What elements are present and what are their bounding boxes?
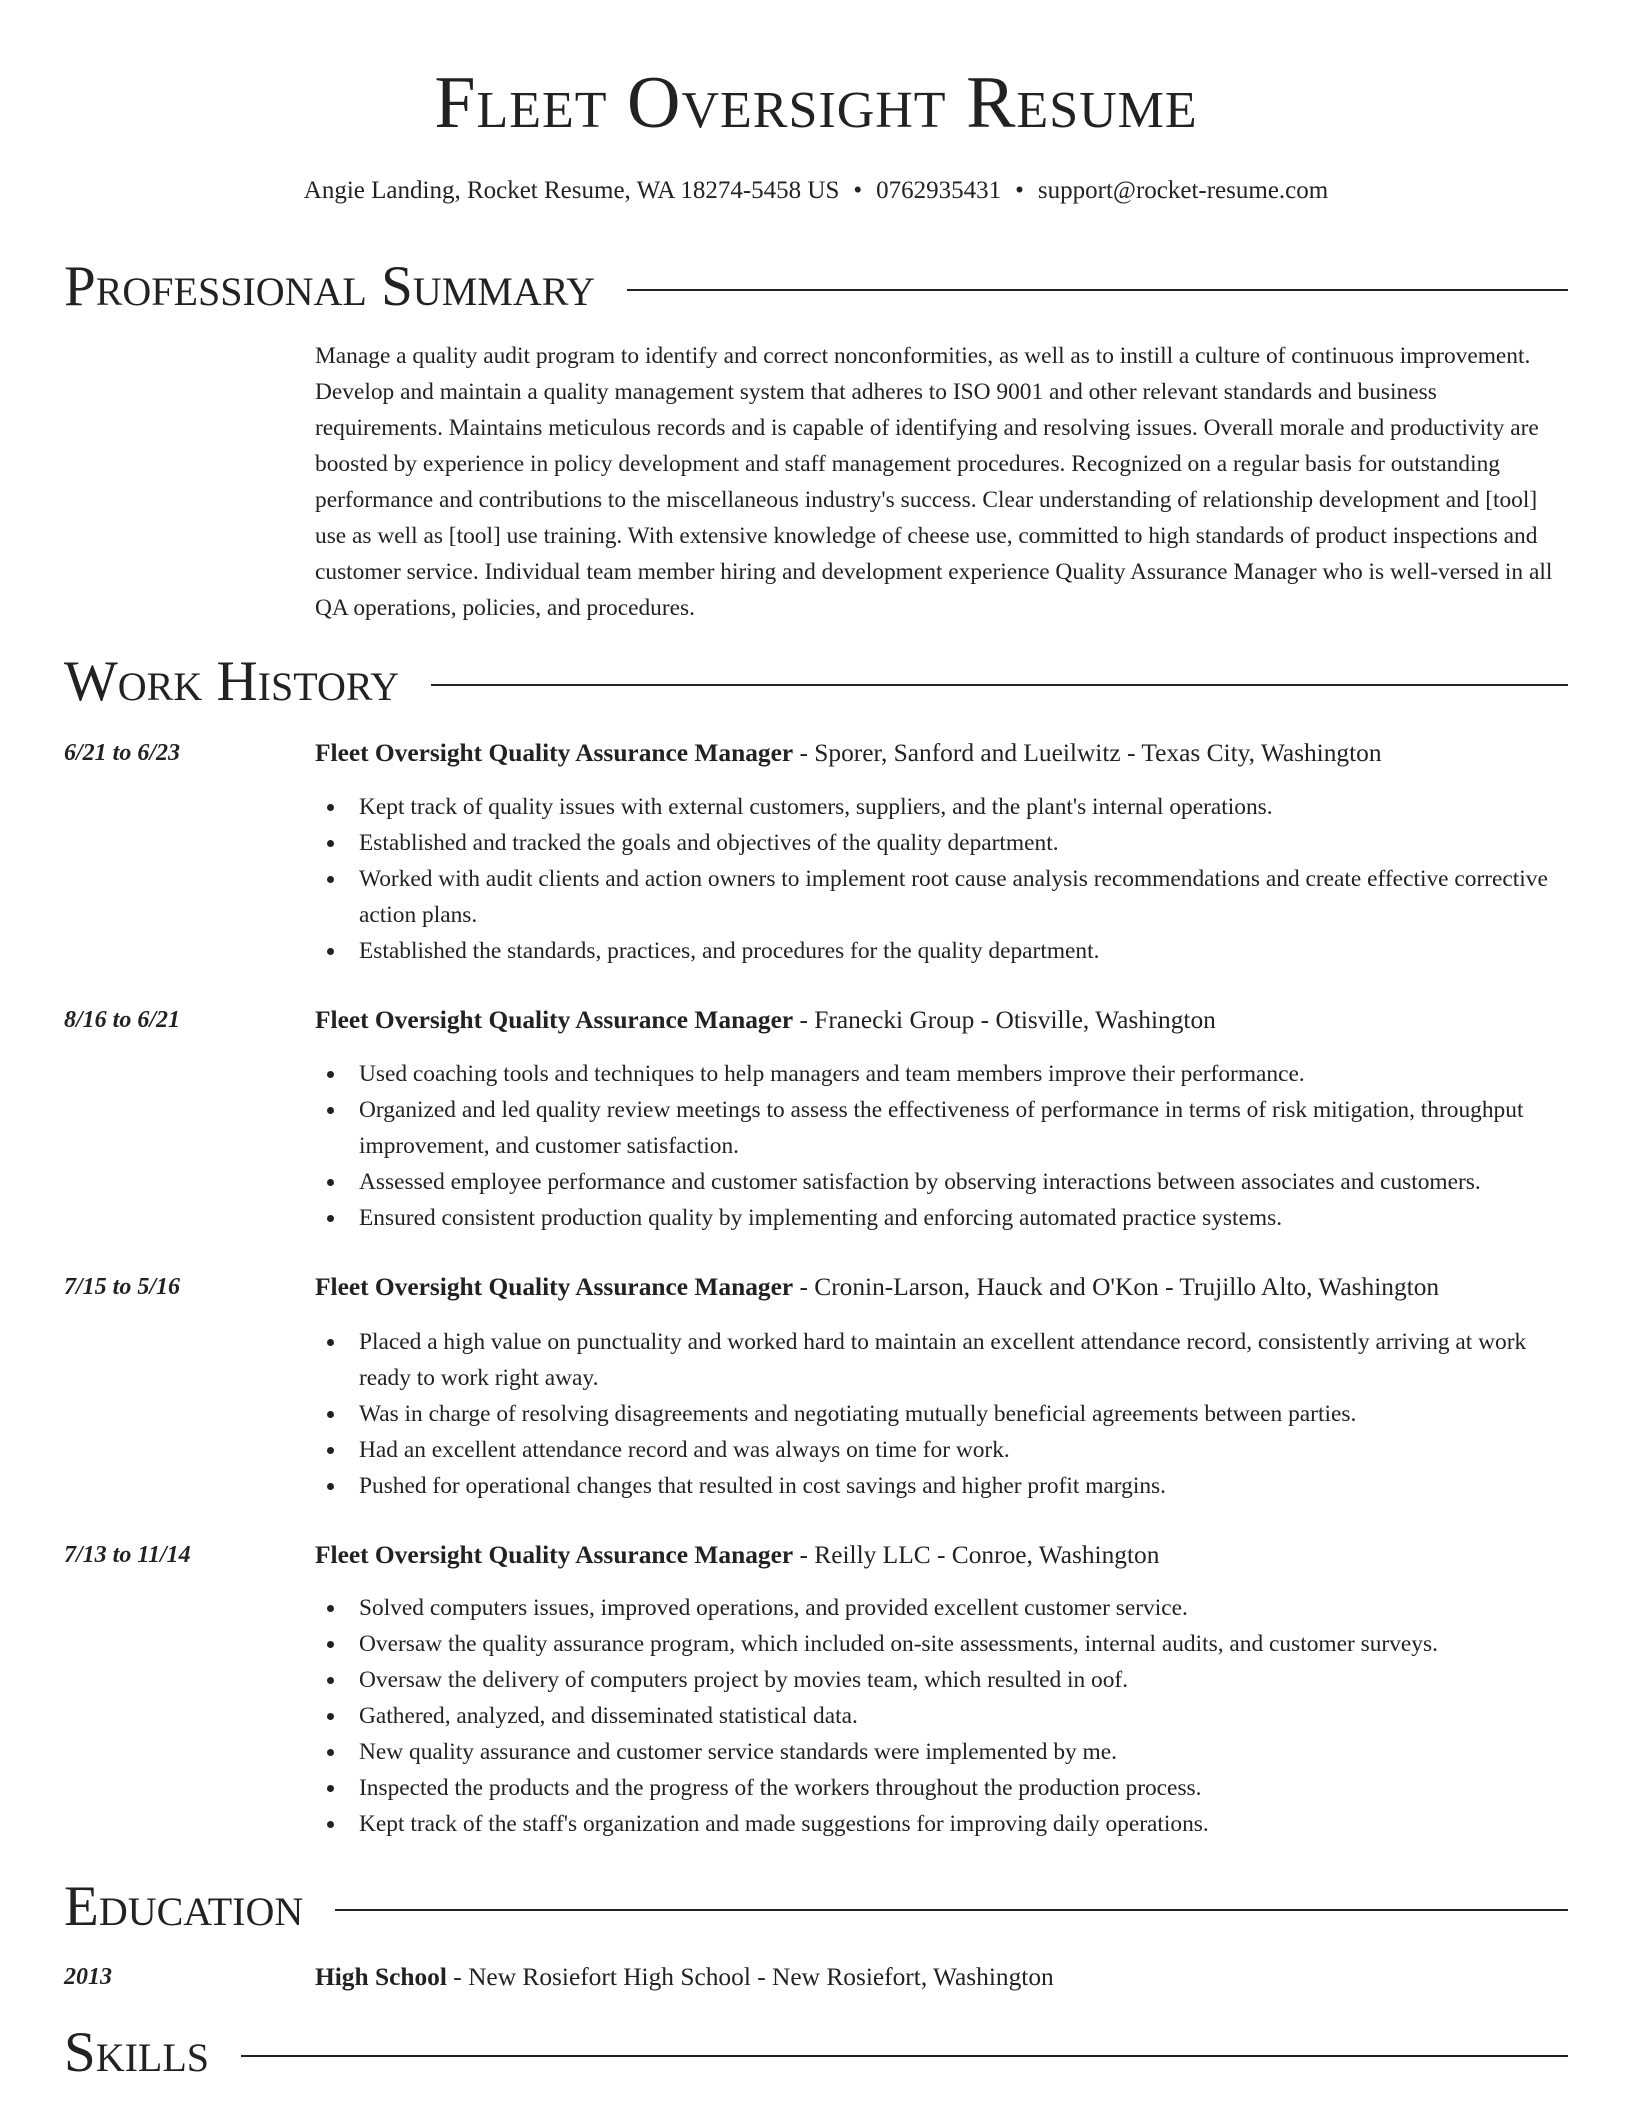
section-heading-text: Skills — [64, 2021, 210, 2084]
job-heading — [315, 735, 1568, 771]
job-bullet: Gathered, analyzed, and disseminated statistical data. — [315, 1698, 1568, 1734]
job-employer-location: - Cronin-Larson, Hauck and O'Kon - Trujillo Alto, Washington — [793, 1273, 1440, 1301]
section-divider — [241, 2055, 1568, 2057]
job-dates: 6/21 to 6/23 — [64, 740, 181, 766]
job-bullet: Assessed employee performance and customer satisfaction by observing interactions between associates and customers. — [315, 1164, 1568, 1200]
job-bullet: Organized and led quality review meetings to assess the effectiveness of performance in terms of risk mitigation, throughput improvement, and customer satisfaction. — [315, 1092, 1568, 1164]
job-bullet: Established and tracked the goals and objectives of the quality department. — [315, 825, 1568, 861]
section-divider — [431, 684, 1568, 686]
job-title: Fleet Oversight Quality Assurance Manager — [315, 1273, 794, 1301]
job-heading — [315, 1269, 1568, 1305]
summary-paragraph: Manage a quality audit program to identify and correct nonconformities, as well as to instill a culture of continuous improvement. Develop and maintain a quality management system that adheres to ISO 9001 and other relevant standards and business requirements. Maintains meticulous records and is capable of identifying and resolving issues. Overall morale and productivity are boosted by experience in policy development and staff management procedures. Recognized on a regular basis for outstanding performance and contributions to the miscellaneous industry's success. Clear understanding of relationship development and [tool] use as well as [tool] use training. With extensive knowledge of cheese use, committed to high standards of product inspections and customer service. Individual team member hiring and development experience Quality Assurance Manager who is well-versed in all QA operations, policies, and procedures. — [315, 343, 1553, 621]
job-bullet: Was in charge of resolving disagreements and negotiating mutually beneficial agreements between parties. — [315, 1396, 1568, 1432]
resume-title: Fleet Oversight Resume — [434, 62, 1198, 144]
section-divider — [627, 289, 1568, 291]
contact-separator: • — [853, 177, 863, 204]
section-heading-education — [64, 1872, 1568, 1942]
section-heading-work-history — [64, 647, 1568, 717]
job-bullet: Worked with audit clients and action owners to implement root cause analysis recommendations and create effective corrective action plans. — [315, 861, 1568, 933]
education-school-location: - New Rosiefort High School - New Rosiefort, Washington — [446, 1963, 1054, 1991]
job-title: Fleet Oversight Quality Assurance Manager — [315, 739, 794, 767]
section-heading-text: Education — [64, 1875, 304, 1938]
education-entry — [315, 1959, 1568, 1995]
job-title: Fleet Oversight Quality Assurance Manager — [315, 1541, 794, 1569]
job-dates: 7/15 to 5/16 — [64, 1274, 181, 1300]
job-bullet: Pushed for operational changes that resulted in cost savings and higher profit margins. — [315, 1468, 1568, 1504]
job-bullet: Had an excellent attendance record and was always on time for work. — [315, 1432, 1568, 1468]
job-bullet: Placed a high value on punctuality and worked hard to maintain an excellent attendance record, consistently arriving at work ready to work right away. — [315, 1324, 1568, 1396]
contact-address: Angie Landing, Rocket Resume, WA 18274-5458 US — [303, 177, 840, 204]
section-heading-summary — [64, 252, 1568, 322]
job-bullet: Used coaching tools and techniques to help managers and team members improve their performance. — [315, 1056, 1568, 1092]
job-bullet-list — [315, 789, 1568, 969]
job-bullet: Solved computers issues, improved operations, and provided excellent customer service. — [315, 1590, 1568, 1626]
job-dates: 7/13 to 11/14 — [64, 1542, 191, 1568]
job-bullet: Oversaw the quality assurance program, which included on-site assessments, internal audits, and customer surveys. — [315, 1626, 1568, 1662]
section-heading-text: Professional Summary — [64, 255, 596, 318]
job-employer-location: - Reilly LLC - Conroe, Washington — [793, 1541, 1160, 1569]
education-degree: High School — [315, 1963, 447, 1991]
section-heading-skills — [64, 2018, 1568, 2088]
job-bullet: Ensured consistent production quality by implementing and enforcing automated practice systems. — [315, 1200, 1568, 1236]
job-employer-location: - Franecki Group - Otisville, Washington — [793, 1006, 1216, 1034]
job-bullet-list — [315, 1056, 1568, 1236]
contact-separator: • — [1015, 177, 1024, 204]
job-dates: 8/16 to 6/21 — [64, 1007, 181, 1033]
contact-email: support@rocket-resume.com — [1037, 177, 1329, 204]
contact-phone: 0762935431 — [876, 177, 1002, 204]
job-bullet: Inspected the products and the progress of the workers throughout the production process. — [315, 1770, 1568, 1806]
section-divider — [335, 1909, 1568, 1911]
job-bullet: Established the standards, practices, and procedures for the quality department. — [315, 933, 1568, 969]
education-year: 2013 — [64, 1964, 112, 1990]
job-heading — [315, 1537, 1568, 1573]
job-bullet-list — [315, 1590, 1568, 1842]
job-heading — [315, 1002, 1568, 1038]
job-bullet: Kept track of the staff's organization and made suggestions for improving daily operations. — [315, 1806, 1568, 1842]
job-bullet-list — [315, 1324, 1568, 1504]
contact-line — [0, 174, 1632, 208]
job-bullet: Kept track of quality issues with external customers, suppliers, and the plant's internal operations. — [315, 789, 1568, 825]
job-bullet: New quality assurance and customer service standards were implemented by me. — [315, 1734, 1568, 1770]
job-bullet: Oversaw the delivery of computers project by movies team, which resulted in oof. — [315, 1662, 1568, 1698]
job-title: Fleet Oversight Quality Assurance Manager — [315, 1006, 794, 1034]
job-employer-location: - Sporer, Sanford and Lueilwitz - Texas City, Washington — [793, 739, 1382, 767]
section-heading-text: Work History — [64, 650, 400, 713]
